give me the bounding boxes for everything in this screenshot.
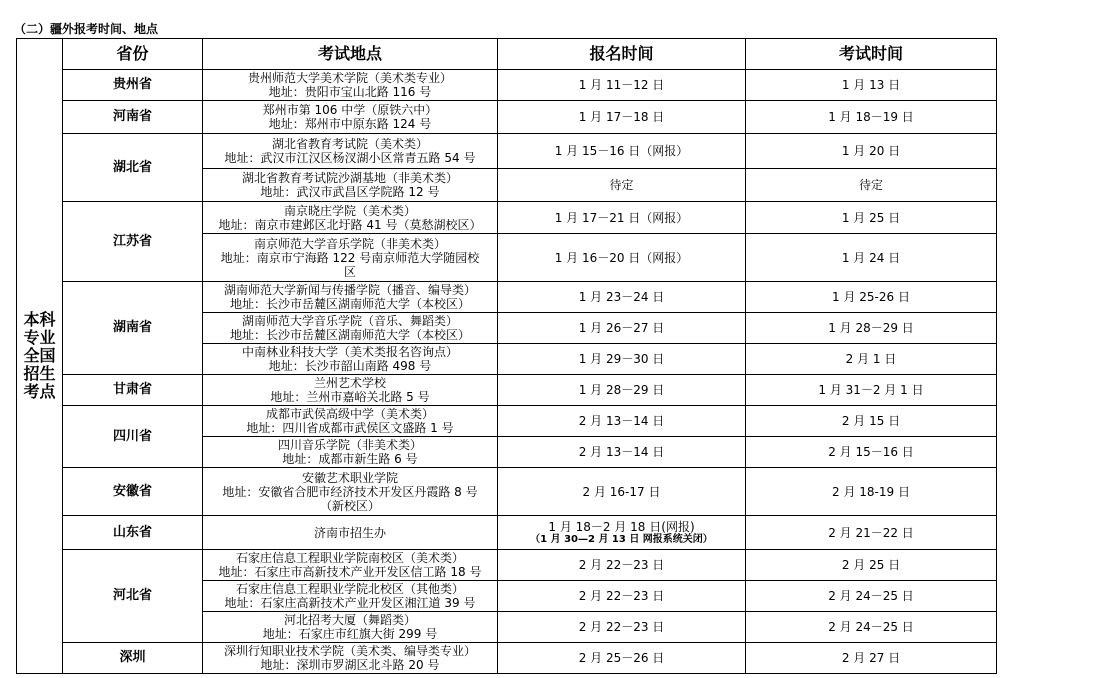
reg-time-cell: 1 月 17－21 日（网报） <box>498 202 746 234</box>
table-row <box>17 643 997 674</box>
province-cell: 河北省 <box>63 550 203 643</box>
location-cell: 湖北省教育考试院沙湖基地（非美术类） 地址：武汉市武昌区学院路 12 号 <box>203 169 498 202</box>
exam-time-cell: 1 月 28－29 日 <box>746 313 997 344</box>
province-cell: 安徽省 <box>63 468 203 516</box>
reg-time-cell: 1 月 26－27 日 <box>498 313 746 344</box>
location-cell: 深圳行知职业技术学院（美术类、编导类专业） 地址：深圳市罗湖区北斗路 20 号 <box>203 643 498 674</box>
reg-time-cell: 1 月 15－16 日（网报） <box>498 134 746 169</box>
reg-time-cell: 1 月 11－12 日 <box>498 70 746 101</box>
exam-time-cell: 2 月 15－16 日 <box>746 437 997 468</box>
location-cell: 兰州艺术学校 地址：兰州市嘉峪关北路 5 号 <box>203 375 498 406</box>
location-cell: 贵州师范大学美术学院（美术类专业） 地址：贵阳市宝山北路 116 号 <box>203 70 498 101</box>
location-cell: 南京师范大学音乐学院（非美术类） 地址：南京市宁海路 122 号南京师范大学随园校 区 <box>203 234 498 282</box>
section-heading: （二）疆外报考时间、地点 <box>14 22 159 36</box>
table-row <box>17 202 997 234</box>
location-cell: 湖北省教育考试院（美术类） 地址：武汉市江汉区杨汊湖小区常青五路 54 号 <box>203 134 498 169</box>
table-row <box>17 406 997 437</box>
location-cell: 石家庄信息工程职业学院南校区（美术类） 地址：石家庄市高新技术产业开发区信工路 18 号 <box>203 550 498 581</box>
province-cell: 四川省 <box>63 406 203 468</box>
header-row <box>17 39 997 70</box>
province-cell: 贵州省 <box>63 70 203 101</box>
exam-time-cell: 2 月 1 日 <box>746 344 997 375</box>
province-cell: 湖北省 <box>63 134 203 202</box>
reg-time-cell: 2 月 13－14 日 <box>498 406 746 437</box>
reg-time-cell: 2 月 16-17 日 <box>498 468 746 516</box>
table-row <box>17 468 997 516</box>
reg-time-cell: 1 月 23－24 日 <box>498 282 746 313</box>
reg-time-cell: 2 月 13－14 日 <box>498 437 746 468</box>
header-location: 考试地点 <box>203 39 498 70</box>
location-cell: 湖南师范大学新闻与传播学院（播音、编导类） 地址：长沙市岳麓区湖南师范大学（本校区） <box>203 282 498 313</box>
reg-time-cell: 1 月 29－30 日 <box>498 344 746 375</box>
location-cell: 安徽艺术职业学院 地址：安徽省合肥市经济技术开发区丹霞路 8 号 （新校区） <box>203 468 498 516</box>
table-row <box>17 516 997 550</box>
exam-time-cell: 1 月 24 日 <box>746 234 997 282</box>
province-cell: 山东省 <box>63 516 203 550</box>
reg-time-cell: 1 月 17－18 日 <box>498 101 746 134</box>
reg-time-cell: 2 月 22－23 日 <box>498 581 746 612</box>
location-cell: 石家庄信息工程职业学院北校区（其他类） 地址：石家庄高新技术产业开发区湘江道 39 号 <box>203 581 498 612</box>
exam-time-cell: 1 月 18－19 日 <box>746 101 997 134</box>
province-cell: 湖南省 <box>63 282 203 375</box>
exam-schedule-table <box>16 38 997 674</box>
location-cell: 湖南师范大学音乐学院（音乐、舞蹈类） 地址：长沙市岳麓区湖南师范大学（本校区） <box>203 313 498 344</box>
location-cell: 郑州市第 106 中学（原铁六中） 地址：郑州市中原东路 124 号 <box>203 101 498 134</box>
exam-time-cell: 2 月 25 日 <box>746 550 997 581</box>
exam-time-cell: 2 月 18-19 日 <box>746 468 997 516</box>
exam-time-cell: 2 月 15 日 <box>746 406 997 437</box>
exam-time-cell: 2 月 27 日 <box>746 643 997 674</box>
exam-time-cell: 1 月 25-26 日 <box>746 282 997 313</box>
exam-time-cell: 1 月 13 日 <box>746 70 997 101</box>
reg-time-cell: 1 月 16－20 日（网报） <box>498 234 746 282</box>
table-row <box>17 134 997 169</box>
location-cell: 四川音乐学院（非美术类） 地址：成都市新生路 6 号 <box>203 437 498 468</box>
table-row <box>17 70 997 101</box>
reg-time-cell: 1 月 18－2 月 18 日(网报) （1 月 30—2 月 13 日 网报系统关闭） <box>498 516 746 550</box>
table-row <box>17 550 997 581</box>
reg-time-cell: 2 月 22－23 日 <box>498 550 746 581</box>
exam-time-cell: 待定 <box>746 169 997 202</box>
reg-time-cell: 1 月 28－29 日 <box>498 375 746 406</box>
exam-time-cell: 2 月 24－25 日 <box>746 581 997 612</box>
location-cell: 成都市武侯高级中学（美术类） 地址：四川省成都市武侯区文盛路 1 号 <box>203 406 498 437</box>
exam-time-cell: 1 月 20 日 <box>746 134 997 169</box>
location-cell: 河北招考大厦（舞蹈类） 地址：石家庄市红旗大街 299 号 <box>203 612 498 643</box>
province-cell: 河南省 <box>63 101 203 134</box>
exam-time-cell: 2 月 24－25 日 <box>746 612 997 643</box>
reg-time-cell: 待定 <box>498 169 746 202</box>
province-cell: 江苏省 <box>63 202 203 282</box>
reg-time-cell: 2 月 22－23 日 <box>498 612 746 643</box>
location-cell: 济南市招生办 <box>203 516 498 550</box>
location-cell: 中南林业科技大学（美术类报名咨询点） 地址：长沙市韶山南路 498 号 <box>203 344 498 375</box>
reg-note: （1 月 30—2 月 13 日 网报系统关闭） <box>530 533 713 545</box>
province-cell: 甘肃省 <box>63 375 203 406</box>
reg-time-cell: 2 月 25－26 日 <box>498 643 746 674</box>
province-cell: 深圳 <box>63 643 203 674</box>
exam-time-cell: 2 月 21－22 日 <box>746 516 997 550</box>
header-province: 省份 <box>63 39 203 70</box>
exam-time-cell: 1 月 25 日 <box>746 202 997 234</box>
header-reg-time: 报名时间 <box>498 39 746 70</box>
table-row <box>17 101 997 134</box>
table-row <box>17 375 997 406</box>
section-label: 本科 专业 全国 招生 考点 <box>17 39 63 674</box>
exam-time-cell: 1 月 31－2 月 1 日 <box>746 375 997 406</box>
table-row <box>17 282 997 313</box>
header-exam-time: 考试时间 <box>746 39 997 70</box>
location-cell: 南京晓庄学院（美术类） 地址：南京市建邺区北圩路 41 号（莫愁湖校区） <box>203 202 498 234</box>
